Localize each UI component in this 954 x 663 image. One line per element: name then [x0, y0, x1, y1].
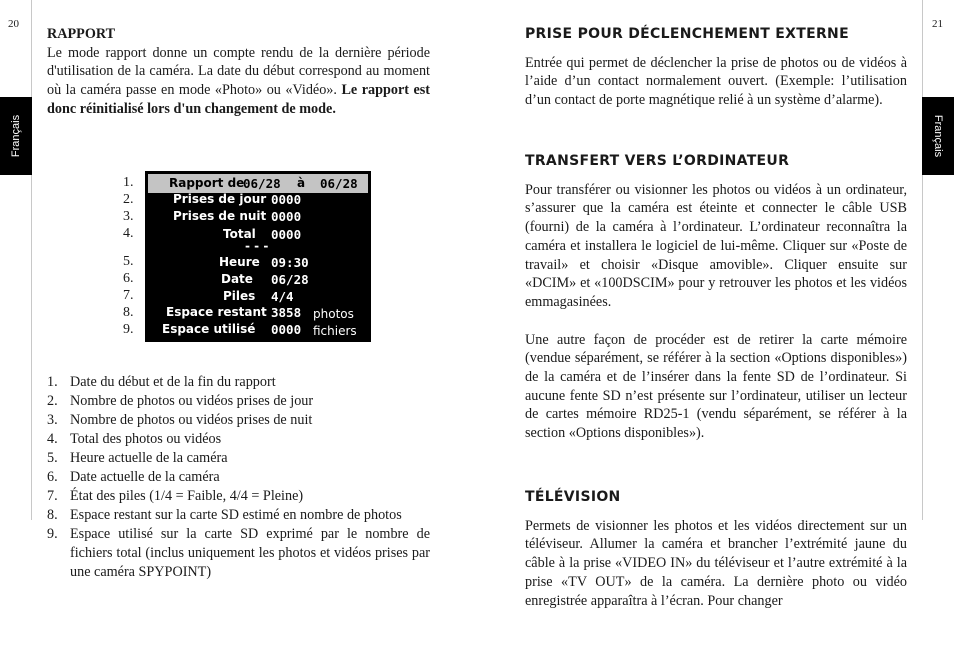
list-text: État des piles (1/4 = Faible, 4/4 = Pleine) — [70, 488, 304, 504]
section-title: RAPPORT — [47, 26, 116, 42]
list-item — [47, 506, 430, 525]
figure-number: 1. — [123, 175, 134, 190]
television-section — [525, 488, 907, 610]
section-body — [47, 44, 430, 119]
figure-number: 7. — [123, 287, 134, 303]
date-label: Date — [221, 272, 253, 286]
list-text: Total des photos ou vidéos — [70, 431, 222, 447]
intro-text: Le mode rapport donne un compte rendu de la dernière période d'utilisation de la caméra. La date du début correspond au moment où la caméra passe en mode «Photo» ou «Vidéo». — [47, 44, 430, 99]
space-left-label: Espace restant — [166, 305, 267, 319]
report-end-date: 06/28 — [320, 176, 358, 191]
language-tab-right — [922, 97, 954, 175]
left-margin-rule — [31, 0, 32, 520]
list-item — [47, 392, 430, 411]
list-number: 7. — [47, 488, 58, 504]
section-title: PRISE POUR DÉCLENCHEMENT EXTERNE — [525, 26, 849, 42]
figure-number: 3. — [123, 208, 134, 224]
list-number: 8. — [47, 507, 58, 523]
space-left-unit: photos — [313, 307, 354, 321]
intro-bold-text: Le rapport est donc réinitialisé lors d'un changement de mode. — [47, 82, 431, 117]
page-number-left: 20 — [8, 18, 19, 30]
battery-value: 4/4 — [271, 289, 294, 304]
screen-divider: - - - — [245, 239, 269, 253]
list-number: 5. — [47, 450, 58, 466]
paragraph: Une autre façon de procéder est de retirer la carte mémoire (vendue séparément, se référer à la section «Options disponibles») de la caméra et de l’insérer dans la fente SD de l’ordinateur. Si aucune fente SD n’est présente sur l’ordinateur, utiliser un lecteur de cartes mémoire RD25-1 (vendu séparément, se référer à la section «Options disponibles»). — [525, 331, 907, 442]
report-label: Rapport de — [169, 176, 245, 190]
figure-number: 2. — [123, 191, 134, 207]
space-left-value: 3858 — [271, 305, 302, 320]
language-tab-label: Français — [10, 114, 22, 158]
section-title: TRANSFERT VERS L’ORDINATEUR — [525, 153, 790, 169]
list-item — [47, 411, 430, 430]
date-value: 06/28 — [271, 272, 309, 287]
list-text: Heure actuelle de la caméra — [70, 450, 228, 466]
list-number: 4. — [47, 431, 58, 447]
list-item — [47, 449, 430, 468]
figure-number: 5. — [123, 254, 134, 269]
paragraph: Entrée qui permet de déclencher la prise de photos ou de vidéos à l’aide d’un contact normalement ouvert. (Exemple: l’utilisation d’un contact de porte magnétique relié à un système d’alarme). — [525, 54, 907, 109]
list-item — [47, 373, 430, 392]
list-text: Nombre de photos ou vidéos prises de nuit — [70, 412, 313, 428]
list-text: Date actuelle de la caméra — [70, 469, 220, 485]
list-text: Espace utilisé sur la carte SD exprimé par le nombre de fichiers total (inclus uniquement les photos et vidéos prises par une caméra SPYPOINT) — [70, 526, 430, 580]
battery-label: Piles — [223, 289, 256, 303]
list-item — [47, 525, 430, 582]
report-separator: à — [297, 176, 306, 190]
figure-legend-list — [47, 373, 430, 582]
language-tab-label: Français — [932, 114, 944, 158]
figure-number-list-a — [123, 175, 134, 243]
figure-number: 8. — [123, 304, 134, 320]
rapport-section — [47, 25, 430, 119]
time-value: 09:30 — [271, 255, 309, 270]
list-item — [47, 487, 430, 506]
list-number: 1. — [47, 374, 58, 390]
space-used-value: 0000 — [271, 322, 302, 337]
list-item — [47, 430, 430, 449]
time-label: Heure — [219, 255, 260, 269]
list-number: 9. — [47, 526, 58, 542]
list-number: 2. — [47, 393, 58, 409]
figure-number-list-b — [123, 254, 134, 339]
night-shots-value: 0000 — [271, 209, 302, 224]
list-text: Date du début et de la fin du rapport — [70, 374, 276, 390]
list-number: 3. — [47, 412, 58, 428]
total-value: 0000 — [271, 227, 302, 242]
figure-number: 4. — [123, 225, 134, 241]
space-used-label: Espace utilisé — [162, 322, 256, 336]
section-title: TÉLÉVISION — [525, 489, 621, 505]
night-shots-label: Prises de nuit — [173, 209, 267, 223]
space-used-unit: fichiers — [313, 324, 357, 338]
list-number: 6. — [47, 469, 58, 485]
list-text: Espace restant sur la carte SD estimé en nombre de photos — [70, 507, 402, 523]
paragraph: Pour transférer ou visionner les photos ou vidéos à un ordinateur, s’assurer que la caméra est éteinte et connecter le câble USB (fourni) de la caméra à l’ordinateur. L’ordinateur reconnaîtra la caméra et installera le logiciel de lui-même. Cliquer sur «Poste de travail» et choisir «Disque amovible». Cliquer ensuite sur «DCIM» et «100DSCIM» pour y retrouver les photos et les vidéos emmagasinées. — [525, 181, 907, 310]
external-trigger-section — [525, 25, 907, 110]
day-shots-value: 0000 — [271, 192, 302, 207]
paragraph: Permets de visionner les photos et les vidéos directement sur un téléviseur. Allumer la caméra et brancher l’extrémité jaune du câble à la prise «VIDEO IN» du téléviseur et l’autre extrémité à la prise «TV OUT» de la caméra. La dernière photo ou vidéo enregistrée apparaîtra à l’écran. Pour changer — [525, 517, 907, 609]
figure-number: 9. — [123, 321, 134, 337]
page-number-right: 21 — [932, 18, 943, 30]
computer-transfer-section — [525, 152, 907, 443]
camera-report-screen — [145, 171, 371, 342]
language-tab-left — [0, 97, 32, 175]
total-label: Total — [223, 227, 256, 241]
right-margin-rule — [922, 0, 923, 520]
figure-number: 6. — [123, 270, 134, 286]
day-shots-label: Prises de jour — [173, 192, 267, 206]
list-text: Nombre de photos ou vidéos prises de jour — [70, 393, 314, 409]
report-start-date: 06/28 — [243, 176, 281, 191]
list-item — [47, 468, 430, 487]
